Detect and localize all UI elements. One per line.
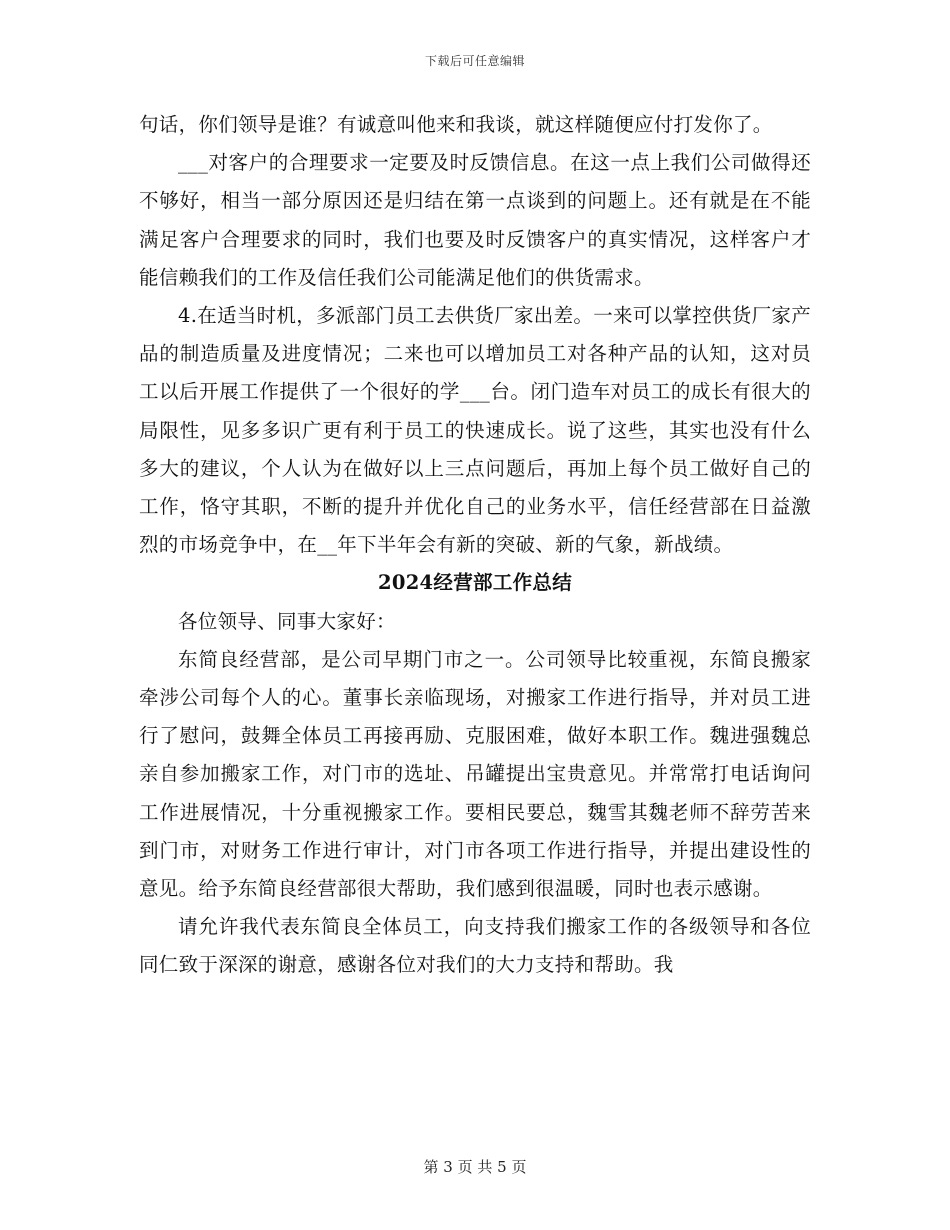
- paragraph-thanks: 请允许我代表东简良全体员工，向支持我们搬家工作的各级领导和各位同仁致于深深的谢意，感谢各位对我们的大力支持和帮助。我: [139, 915, 811, 977]
- document-body: [139, 106, 811, 985]
- greeting: 各位领导、同事大家好：: [178, 609, 396, 633]
- paragraph-intro: 东简良经营部，是公司早期门市之一。公司领导比较重视，东简良搬家牵涉公司每个人的心。董事长亲临现场，对搬家工作进行指导，并对员工进行了慰问，鼓舞全体员工再接再励、克服困难，做好本职工作。魏进强魏总亲自参加搬家工作，对门市的选址、吊罐提出宝贵意见。并常常打电话询问工作进展情况，十分重视搬家工作。要相民要总，魏雪其魏老师不辞劳苦来到门市，对财务工作进行审计，对门市各项工作进行指导，并提出建设性的意见。给予东简良经营部很大帮助，我们感到很温暖，同时也表示感谢。: [139, 647, 811, 901]
- section-title: 2024经营部工作总结: [377, 571, 573, 595]
- page-header: 下载后可任意编辑: [424, 54, 525, 68]
- paragraph-point-4: 4.在适当时机，多派部门员工去供货厂家出差。一来可以掌控供货厂家产品的制造质量及进度情况；二来也可以增加员工对各种产品的认知，这对员工以后开展工作提供了一个很好的学___台。闭门造车对员工的成长有很大的局限性，见多多识广更有利于员工的快速成长。说了这些，其实也没有什么多大的建议，个人认为在做好以上三点问题后，再加上每个员工做好自己的工作，恪守其职，不断的提升并优化自己的业务水平，信任经营部在日益激烈的市场竞争中，在__年下半年会有新的突破、新的气象，新战绩。: [139, 304, 812, 557]
- page-footer: 第 3 页 共 5 页: [423, 1158, 527, 1176]
- paragraph-continuation: 句话，你们领导是谁？有诚意叫他来和我谈，就这样随便应付打发你了。: [139, 113, 773, 136]
- paragraph-feedback: ___对客户的合理要求一定要及时反馈信息。在这一点上我们公司做得还不够好，相当一部分原因还是归结在第一点谈到的问题上。还有就是在不能满足客户合理要求的同时，我们也要及时反馈客户的真实情况，这样客户才能信赖我们的工作及信任我们公司能满足他们的供货需求。: [139, 151, 811, 289]
